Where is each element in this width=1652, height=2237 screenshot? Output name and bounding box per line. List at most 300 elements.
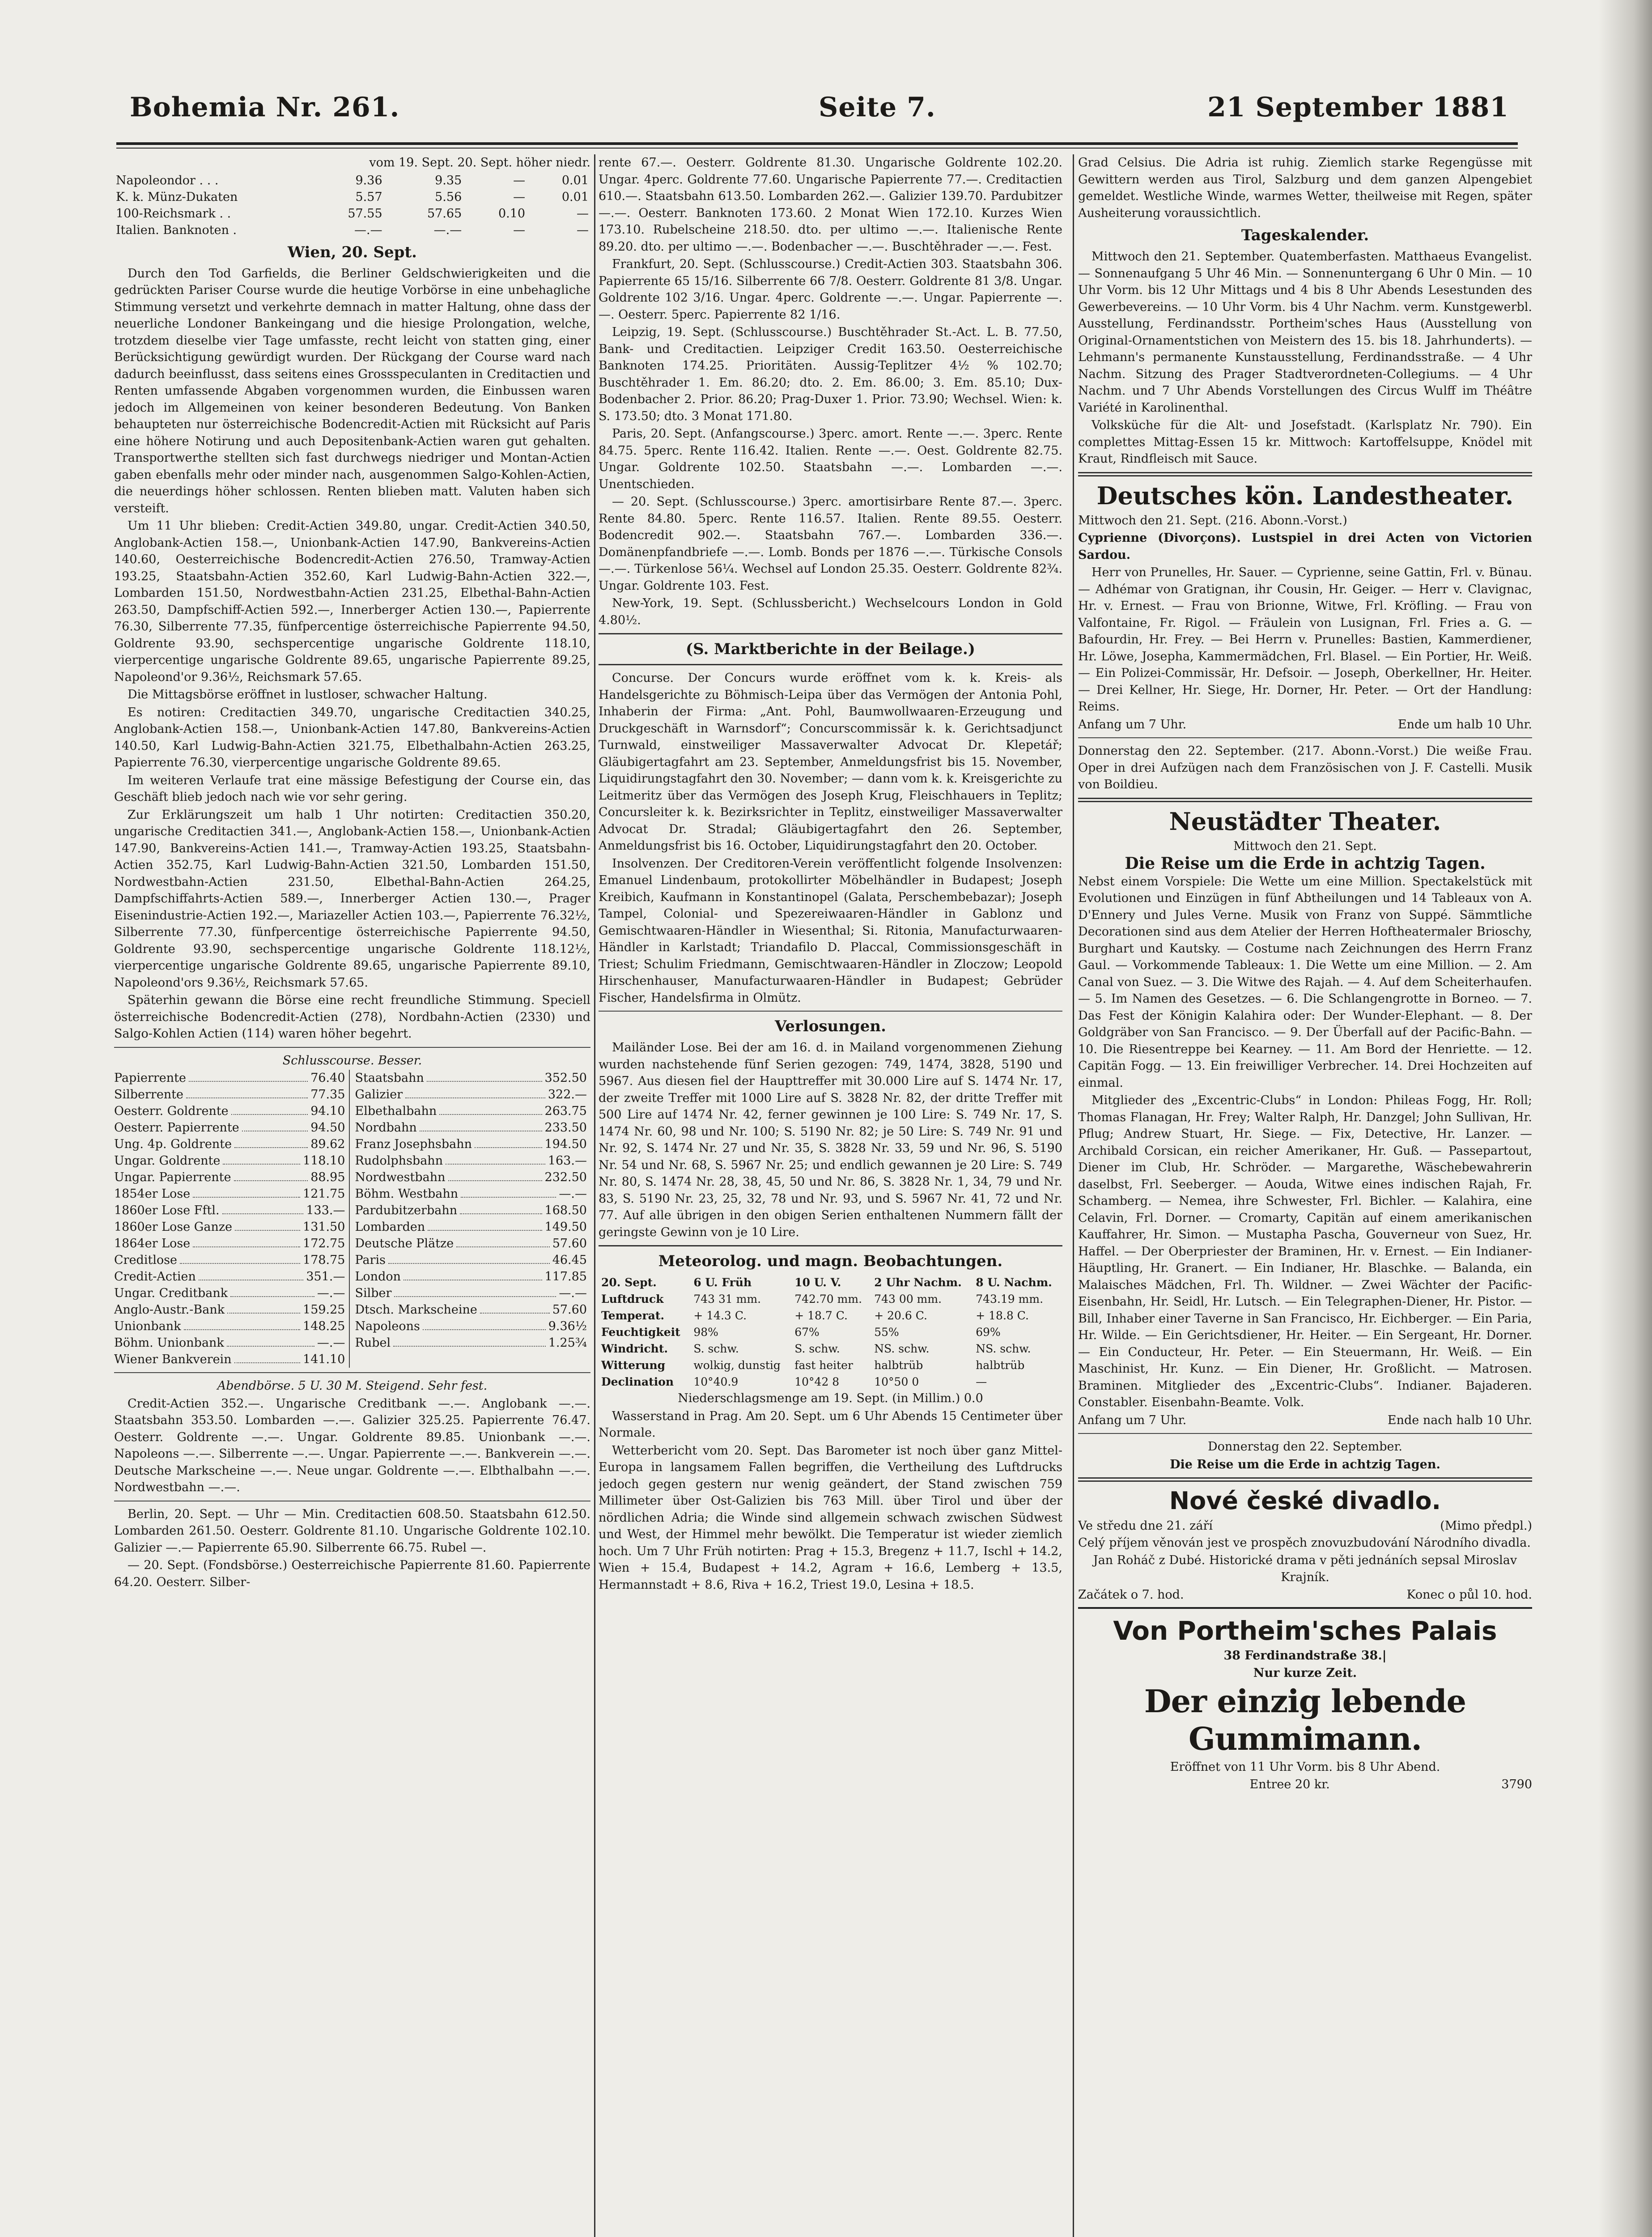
leader-dots [227, 1335, 314, 1347]
rate-value: 57.55 [348, 206, 382, 221]
next-play-title: Die Reise um die Erde in achtzig Tagen. [1170, 1457, 1440, 1471]
schluss-label: Papierrente [114, 1071, 186, 1085]
schluss-value: 131.50 [303, 1220, 345, 1234]
schluss-row [114, 1202, 345, 1219]
schluss-value: 89.62 [310, 1137, 345, 1151]
schluss-value: 141.10 [303, 1352, 345, 1366]
rate-label: Italien. Banknoten . [116, 223, 237, 237]
schluss-label: Anglo-Austr.-Bank [114, 1303, 225, 1317]
paragraph: Im weiteren Verlaufe trat eine mässige Befestigung der Course ein, das Geschäft blieb jedoch nach wie vor sehr gering. [114, 773, 590, 804]
schluss-label: Silber [355, 1286, 392, 1300]
schluss-row [355, 1153, 587, 1169]
schluss-label: Creditlose [114, 1253, 178, 1267]
schluss-label: Böhm. Unionbank [114, 1336, 224, 1350]
leader-dots [235, 1219, 300, 1231]
ad-number: 3790 [1501, 1778, 1532, 1791]
meteo-row [599, 1307, 1062, 1324]
schluss-row [355, 1202, 587, 1219]
page-header [130, 87, 1509, 136]
meteo-row [599, 1357, 1062, 1374]
paragraph: Wasserstand in Prag. Am 20. Sept. um 6 Uhr Abends 15 Centimeter über Normale. [599, 1409, 1062, 1440]
meteo-value: 743 00 mm. [874, 1293, 942, 1306]
leader-dots [423, 1318, 546, 1330]
schlusscourse-left [114, 1070, 350, 1368]
rate-value: — [513, 173, 526, 187]
rate-value: — [577, 223, 589, 237]
paragraph: — 20. Sept. (Fondsbörse.) Oesterreichische Papierrente 81.60. Papierrente 64.20. Oesterr. Silber- [114, 1558, 590, 1589]
schluss-label: Ungar. Goldrente [114, 1154, 221, 1168]
meteo-value: + 20.6 C. [874, 1309, 927, 1322]
schluss-value: —.— [317, 1286, 345, 1300]
leader-dots [223, 1153, 300, 1165]
schluss-value: 117.85 [544, 1270, 587, 1284]
meteo-value: + 18.8 C. [976, 1309, 1029, 1322]
leader-dots [231, 1103, 308, 1115]
leader-dots [460, 1202, 542, 1214]
schluss-heading: Schlusscourse. Besser. [282, 1053, 422, 1067]
divider [1078, 798, 1532, 802]
cast-list: Mitglieder des „Excentric-Clubs“ in London: Phileas Fogg, Hr. Roll; Thomas Flanagan, Hr. Frey; Walter Ralph, Hr. Danzgel; John Sullivan, Hr. Pflug; Andrew Stuart, Hr. Siege. — Fix, Detective, Hr. Lanzer. — Archibald Corsican, ein reicher Amerikaner, Hr. Guß. — Passepartout, Diener im Club, Hr. Schröder. — Margarethe, Wäschebewahrerin daselbst, Frl. Seeberger. — Aouda, Witwe eines indischen Rajah, Fr. Schamberg. — Nemea, ihre Schwester, Frl. Bichler. — Kalahira, eine Celavin, Frl. Dorner. — Cromarty, Capitän auf einem amerikanischen Kauffahrer, Hr. Simon. — Mustapha Pascha, Gouverneur von Suez, Hr. Haffel. — Der Oberpriester der Braminen, Hr. v. Ernest. — Ein Indianer-Häuptling, Hr. Granert. — Ein Indianer, Hr. Blaschke. — Balanda, ein Malaisches Mädchen, Frl. Th. Wildner. — Zwei Wächter der Pacific-Eisenbahn, Hr. Seidl, Hr. Lutsch. — Ein Telegraphen-Diener, Hr. Pistor. — Bill, Inhaber einer Taverne in San Francisco, Hr. Eichberger. — Ein Paria, Hr. Wilde. — Ein Gerichtsdiener, Hr. Heiter. — Ein Sergeant, Hr. Dorner. — Ein Conducteur, Hr. Peter. — Ein Steuermann, Hr. Weiß. — Ein Maschinist, Hr. Kunz. — Ein Diener, Hr. Großlicht. — Matrosen. Braminen. Mitglieder des „Excentric-Clubs“. Indianer. Bajaderen. Constabler. Eisenbahn-Beamte. Volk. [1078, 1093, 1532, 1409]
column-finance-vienna [114, 154, 590, 2237]
play-title: Die Reise um die Erde in achtzig Tagen. [1125, 854, 1486, 873]
opening-hours: Eröffnet von 11 Uhr Vorm. bis 8 Uhr Abend. [1170, 1760, 1440, 1774]
meteo-value: 10°42 8 [794, 1375, 840, 1388]
meteo-value: 69% [976, 1326, 1001, 1339]
czech-subscription: (Mimo předpl.) [1440, 1519, 1532, 1533]
schluss-label: Oesterr. Goldrente [114, 1104, 229, 1118]
rate-value: 5.56 [435, 190, 462, 204]
next-performance-date: Donnerstag den 22. September. [1208, 1440, 1402, 1454]
paragraph: rente 67.—. Oesterr. Goldrente 81.30. Ungarische Goldrente 102.20. Ungar. 4perc. Goldrente 77.60. Ungarische Papierrente 77.—. Creditactien 610.—. Staatsbahn 613.50. Lombarden 262.—. Galizier 139.70. Pardubitzer —.—. Oesterr. Banknoten 173.60. 2 Monat Wien 172.10. Kurzes Wien 173.10. Rubelscheine 218.50. dto. per ultimo —.—. Italienische Rente 89.20. dto. per ultimo —.—. Bodenbacher —.—. Buschtěhrader —.—. Fest. [599, 156, 1062, 254]
header-paper-title: Bohemia Nr. 261. [130, 92, 400, 123]
schluss-row [114, 1252, 345, 1268]
leader-dots [186, 1086, 308, 1098]
leader-dots [184, 1318, 300, 1330]
leader-dots [242, 1119, 308, 1131]
leader-dots [393, 1335, 546, 1347]
leader-dots [394, 1285, 556, 1297]
paragraph: Volksküche für die Alt- und Josefstadt. (Karlsplatz Nr. 790). Ein complettes Mittag-Essen 15 kr. Mittwoch: Kartoffelsuppe, Knödel mit Kraut, Rindfleisch mit Sauce. [1078, 418, 1532, 466]
schluss-value: 263.75 [544, 1104, 587, 1118]
meteo-value: 10°40.9 [693, 1375, 739, 1388]
schluss-row [355, 1285, 587, 1301]
meteo-label: Temperat. [601, 1309, 665, 1322]
start-end-times [1078, 1586, 1532, 1603]
meteo-label: Feuchtigkeit [601, 1326, 680, 1339]
schluss-row [114, 1335, 345, 1351]
meteo-column-header: 10 U. V. [794, 1276, 841, 1289]
schluss-row [114, 1301, 345, 1318]
column-markets [599, 154, 1062, 2237]
column-rule [1073, 154, 1074, 2237]
schluss-label: Ung. 4p. Goldrente [114, 1137, 232, 1151]
schluss-row [355, 1318, 587, 1335]
schluss-row [355, 1268, 587, 1285]
schluss-value: 352.50 [544, 1071, 587, 1085]
rate-value: 9.35 [435, 173, 462, 187]
paragraph: — 20. Sept. (Schlusscourse.) 3perc. amortisirbare Rente 87.—. 3perc. Rente 84.80. 5perc. Rente 116.57. Italien. Rente 89.55. Oesterr. Bodencredit 902.—. Staatsbahn 767.—. Lombarden 336.—. Domänenpfandbriefe —.—. Lomb. Bonds per 1876 —.—. Türkische Consols —.—. Türkenlose 56¼. Wechsel auf London 25.35. Oesterr. Goldrente 82¾. Ungar. Goldrente 103. Fest. [599, 495, 1062, 593]
schluss-value: —.— [317, 1336, 345, 1350]
schluss-label: London [355, 1270, 401, 1284]
paragraph: New-York, 19. Sept. (Schlussbericht.) Wechselcours London in Gold 4.80½. [599, 596, 1062, 627]
leader-dots [193, 1186, 300, 1198]
rate-value: 57.65 [427, 206, 462, 221]
cast-list: Herr von Prunelles, Hr. Sauer. — Cyprienne, seine Gattin, Frl. v. Bünau. — Adhémar von Gratignan, ihr Cousin, Hr. Geiger. — Herr v. Clavignac, Hr. v. Ernest. — Frau von Brionne, Witwe, Frl. Kröfling. — Frau von Valfontaine, Fr. Rigol. — Fräulein von Lusignan, Frl. Fries a. G. — Bafourdin, Hr. Frey. — Bei Herrn v. Prunelles: Bastien, Kammerdiener, Hr. Löwe, Josepha, Kammermädchen, Frl. Blasel. — Ein Portier, Hr. Weiß. — Ein Polizei-Commissär, Hr. Defsoir. — Joseph, Oberkellner, Hr. Heiter. — Drei Kellner, Hr. Siege, Hr. Dorner, Hr. Peter. — Ort der Handlung: Reims. [1078, 566, 1532, 714]
divider [599, 1245, 1062, 1246]
schluss-value: 163.— [548, 1154, 587, 1168]
schluss-label: Staatsbahn [355, 1071, 424, 1085]
leader-dots [439, 1103, 542, 1115]
meteo-column-header: 6 U. Früh [693, 1276, 752, 1289]
rubber-man-title: Der einzig lebende Gummimann. [1144, 1682, 1466, 1757]
meteo-value: 743.19 mm. [976, 1293, 1044, 1306]
schluss-value: 57.60 [552, 1237, 587, 1250]
rate-value: 9.36 [355, 173, 382, 187]
schluss-row [355, 1335, 587, 1351]
rate-value: 0.01 [561, 173, 589, 187]
paragraph: Paris, 20. Sept. (Anfangscourse.) 3perc. amort. Rente —.—. 3perc. Rente 84.75. 5perc. Rente 116.42. Italien. Rente —.—. Oest. Goldrente 82.75. Ungar. Goldrente 102.50. Staatsbahn —.—. Lombarden —.—. Unentschieden. [599, 427, 1062, 491]
schluss-label: Rudolphsbahn [355, 1154, 443, 1168]
paragraph: Die Mittagsbörse eröffnet in lustloser, schwacher Haltung. [127, 688, 488, 702]
paragraph: Concurse. Der Concurs wurde eröffnet vom k. k. Kreis- als Handelsgerichte zu Böhmisch-Leipa über das Vermögen der Antonia Pohl, Inhaberin der Firma: „Ant. Pohl, Baumwollwaaren-Erzeugung und Druckgeschäft in Warnsdorf“; Concurscommissär k. k. Gerichtsadjunct Turnwald, einstweiliger Massaverwalter Advocat Dr. Klepetář; Gläubigertagfahrt am 23. September, Anmeldungsfrist bis 15. November, Liquidirungstagfahrt den 30. November; — dann vom k. k. Kreisgerichte zu Leitmeritz über das Vermögen des Joseph Krug, Fleischhauers in Teplitz; Concursleiter k. k. Bezirksrichter in Teplitz, einstweiliger Massaverwalter Advocat Dr. Stradal; Gläubigertagfahrt den 26. September, Anmeldungsfrist bis 16. October, Liquidirungstagfahrt den 20. October. [599, 671, 1062, 853]
rates-table [114, 172, 590, 238]
schluss-value: 88.95 [310, 1170, 345, 1184]
schluss-row [114, 1070, 345, 1086]
schluss-row [114, 1285, 345, 1301]
schluss-label: Franz Josephsbahn [355, 1137, 472, 1151]
palais-address: 38 Ferdinandstraße 38.| [1223, 1648, 1387, 1663]
paragraph: Nebst einem Vorspiele: Die Wette um eine Million. Spectakelstück mit Evolutionen und Einzügen in fünf Abtheilungen und 14 Tableaux von A. D'Ennery und Jules Verne. Musik von Franz von Suppé. Sämmtliche Decorationen sind aus dem Atelier der Herren Hoftheatermaler Brioschy, Burghart und Kautsky. — Costume nach Zeichnungen des Herrn Franz Gaul. — Vorkommende Tableaux: 1. Die Wette um eine Million. — 2. Am Canal von Suez. — 3. Die Witwe des Rajah. — 4. Auf dem Scheiterhaufen. — 5. Im Namen des Gesetzes. — 6. Die Schlangengrotte in Borneo. — 7. Das Fest der Königin Kalahira oder: Der Wunder-Elephant. — 8. Der Goldgräber von San Francisco. — 9. Der Überfall auf der Pacific-Bahn. — 10. Die Riesentreppe bei Kearney. — 11. Am Bord der Henriette. — 12. Capitän Fogg. — 13. Ein freiwilliger Verbrecher. 14. Drei Hochzeiten auf einmal. [1078, 874, 1532, 1090]
meteo-value: S. schw. [794, 1342, 840, 1355]
schluss-row [114, 1153, 345, 1169]
header-rule [116, 142, 1518, 149]
meteo-column-header: 8 U. Nachm. [976, 1276, 1052, 1289]
leader-dots [234, 1169, 308, 1181]
schluss-row [114, 1086, 345, 1103]
paragraph: Mailänder Lose. Bei der am 16. d. in Mailand vorgenommenen Ziehung wurden nachstehende fünf Serien gezogen: 749, 1474, 3828, 5190 und 5967. Aus diesen fiel der Haupttreffer mit 30.000 Lire auf S. 1474 Nr. 17, der zweite Treffer mit 1000 Lire auf S. 3828 Nr. 82, der dritte Treffer mit 500 Lire auf 1474 Nr. 42, ferner gewinnen je 100 Lire: S. 749 Nr. 17, S. 1474 Nr. 60, 98 und Nr. 100; S. 5190 Nr. 82; je 50 Lire: S. 749 Nr. 91 und Nr. 92, S. 1474 Nr. 27 und Nr. 35, S. 3828 Nr. 33, 59 und Nr. 96, S. 5190 Nr. 54 und Nr. 68, S. 5967 Nr. 25; und endlich gewannen je 20 Lire: S. 749 Nr. 80, S. 1474 Nr. 28, 38, 45, 50 und Nr. 86, S. 3828 Nr. 1, 34, 79 und Nr. 83, S. 5190 Nr. 23, 25, 32, 78 und Nr. 93, und S. 5967 Nr. 41, 72 und Nr. 77. Auf alle übrigen in den obigen Serien enthaltenen Nummern fällt der geringste Gewinn von je 10 Lire. [599, 1041, 1062, 1239]
meteo-row [599, 1291, 1062, 1307]
schluss-row [114, 1169, 345, 1186]
divider [114, 1047, 590, 1048]
schluss-label: Rubel [355, 1336, 391, 1350]
meteo-heading: Meteorolog. und magn. Beobachtungen. [658, 1252, 1003, 1270]
leader-dots [405, 1086, 545, 1098]
schluss-value: 133.— [306, 1204, 345, 1217]
verlosungen-heading: Verlosungen. [775, 1017, 886, 1035]
rate-value: — [513, 223, 526, 237]
schluss-value: 148.25 [303, 1319, 345, 1333]
meteo-row [599, 1374, 1062, 1390]
schluss-label: 1860er Lose Ganze [114, 1220, 233, 1234]
schluss-label: 1864er Lose [114, 1237, 191, 1250]
schluss-value: 94.50 [310, 1121, 345, 1135]
paragraph: Berlin, 20. Sept. — Uhr — Min. Creditactien 608.50. Staatsbahn 612.50. Lombarden 261.50. Oesterr. Goldrente 81.10. Ungarische Goldrente 102.10. Galizier —.— Papierrente 65.90. Silberrente 66.75. Rubel —. [114, 1507, 590, 1555]
leader-dots [388, 1252, 550, 1264]
rates-row [114, 205, 590, 222]
schlusscourse-table [114, 1070, 590, 1368]
paragraph: Durch den Tod Garfields, die Berliner Geldschwierigkeiten und die gedrückten Pariser Course wurde die heutige Vorbörse in eine unbehagliche Stimmung versetzt und verkehrte demnach in matter Haltung, ohne dass der neuerliche Londoner Bankeingang und die hiesige Prolongation, welche, trotzdem dieselbe vier Tage umfasste, recht leicht von statten ging, einer Berücksichtigung gewürdigt wurden. Der Rückgang der Course ward nach dadurch beeinflusst, dass seitens eines Grossspeculanten in Creditactien und Renten umfassende Abgaben vorgenommen wurden, die Einbussen waren jedoch im Allgemeinen von keiner besonderen Bedeutung. Von Banken behaupteten nur österreichische Bodencredit-Actien mit Rücksicht auf Paris eine höhere Notirung und auch Depositenbank-Actien waren gut gehalten. Transportwerthe stellten sich fast durchwegs niedriger und Montan-Actien gaben ebenfalls mehr oder minder nach, ausgenommen Salgo-Kohlen-Actien, die neuerdings höher schlossen. Renten blieben matt. Valuten haben sich versteift. [114, 266, 590, 515]
leader-dots [427, 1070, 542, 1082]
schluss-value: 1.25¾ [548, 1336, 587, 1350]
paragraph: Celý příjem věnován jest ve prospěch znovuzbudování Národního divadla. [1078, 1535, 1531, 1550]
leader-dots [456, 1235, 549, 1247]
schluss-row [355, 1235, 587, 1252]
czech-date-row [1078, 1518, 1532, 1535]
column-theatre [1078, 154, 1532, 2237]
start-end-times [1078, 1412, 1532, 1429]
column-rule [594, 154, 595, 2237]
schluss-value: 172.75 [303, 1237, 345, 1250]
divider [599, 1011, 1062, 1012]
start-time: Anfang um 7 Uhr. [1078, 717, 1187, 731]
neustaedter-heading: Neustädter Theater. [1169, 807, 1441, 836]
schluss-value: 9.36½ [548, 1319, 587, 1333]
paragraph: Zur Erklärungszeit um halb 1 Uhr notirten: Creditactien 350.20, ungarische Creditactien 341.—, Anglobank-Actien 158.—, Unionbank-Actien 147.90, Bankvereins-Actien 141.—, Tramway-Actien 193.25, Staatsbahn-Actien 352.75, Karl Ludwig-Bahn-Actien 321.50, Lombarden 151.50, Nordwestbahn-Actien 231.50, Elbethal-Bahn-Actien 264.25, Dampfschiffahrts-Actien 589.—, Innerberger Actien 130.—, Prager Eisenindustrie-Actien 192.—, Mariazeller Actien 103.—, Papierrente 76.32½, Silberrente 77.30, fünfpercentige österreichische Papierrente 94.50, Goldrente 93.90, sechspercentige ungarische Goldrente 118.12½, vierpercentige ungarische Goldrente 89.65, ungarische Papierrente 89.10, Napoleond'ors 9.36½, Reichsmark 57.65. [114, 808, 590, 990]
schluss-row [355, 1103, 587, 1119]
schluss-row [355, 1070, 587, 1086]
schluss-row [114, 1235, 345, 1252]
czech-theatre-heading: Nové české divadlo. [1169, 1487, 1441, 1515]
abendboerse-heading: Abendbörse. 5 U. 30 M. Steigend. Sehr fest. [217, 1379, 488, 1393]
rates-row [114, 222, 590, 238]
leader-dots [180, 1252, 300, 1264]
niederschlag-line: Niederschlagsmenge am 19. Sept. (in Millim.) 0.0 [678, 1391, 983, 1405]
schluss-value: 149.50 [544, 1220, 587, 1234]
meteo-value: 55% [874, 1326, 899, 1339]
schluss-value: 118.10 [303, 1154, 345, 1168]
schluss-row [355, 1301, 587, 1318]
schluss-value: 351.— [306, 1270, 345, 1284]
schluss-label: Silberrente [114, 1088, 184, 1101]
meteo-column-header: 20. Sept. [601, 1276, 657, 1289]
divider [1078, 737, 1532, 738]
schluss-row [114, 1136, 345, 1153]
schluss-row [114, 1268, 345, 1285]
palais-heading: Von Portheim'sches Palais [1113, 1615, 1497, 1646]
schluss-row [114, 1318, 345, 1335]
schluss-label: Lombarden [355, 1220, 425, 1234]
leader-dots [403, 1268, 542, 1280]
meteo-label: Witterung [601, 1359, 666, 1372]
start-time: Anfang um 7 Uhr. [1078, 1413, 1187, 1427]
schluss-row [114, 1219, 345, 1235]
rate-label: Napoleondor . . . [116, 173, 219, 187]
schluss-value: 233.50 [544, 1121, 587, 1135]
meteo-value: 67% [794, 1326, 820, 1339]
meteo-value: 743 31 mm. [693, 1293, 761, 1306]
leader-dots [428, 1219, 542, 1231]
schluss-label: Galizier [355, 1088, 403, 1101]
schluss-row [114, 1186, 345, 1202]
meteo-value: S. schw. [693, 1342, 739, 1355]
schluss-label: Credit-Actien [114, 1270, 196, 1284]
schluss-label: Nordwestbahn [355, 1170, 446, 1184]
rate-value: 5.57 [355, 190, 382, 204]
schluss-value: 77.35 [310, 1088, 345, 1101]
meteo-value: 742.70 mm. [794, 1293, 862, 1306]
schluss-label: Paris [355, 1253, 386, 1267]
entree-price: Entree 20 kr. [1249, 1778, 1330, 1791]
schluss-value: 322.— [548, 1088, 587, 1101]
rate-label: K. k. Münz-Dukaten [116, 190, 238, 204]
schluss-value: 94.10 [310, 1104, 345, 1118]
schluss-label: Nordbahn [355, 1121, 417, 1135]
meteo-column-header: 2 Uhr Nachm. [874, 1276, 962, 1289]
meteo-value: 10°50 0 [874, 1375, 919, 1388]
czech-date: Ve středu dne 21. září [1078, 1519, 1213, 1533]
schluss-label: Böhm. Westbahn [355, 1187, 459, 1201]
next-performance: Donnerstag den 22. September. (217. Abonn.-Vorst.) Die weiße Frau. Oper in drei Aufzügen nach dem Französischen von J. F. Castelli. Musik von Boildieu. [1078, 744, 1532, 791]
schluss-row [114, 1351, 345, 1368]
leader-dots [448, 1169, 542, 1181]
schluss-label: Oesterr. Papierrente [114, 1121, 239, 1135]
paragraph: Insolvenzen. Der Creditoren-Verein veröffentlicht folgende Insolvenzen: Emanuel Lindenbaum, protokollirter Möbelhändler in Budapest; Joseph Kreibich, Kaufmann in Konstantinopel (Galata, Perschembebazar); Joseph Tampel, Colonial- und Spezereiwaaren-Händler in Gablonz und Gemischtwaaren-Händler in Wiesenthal; Si. Ritonia, Manufacturwaaren-Händler in Karlstadt; Triandafilo D. Placcal, Commissionsgeschäft in Triest; Schulim Friedmann, Gemischtwaaren-Händler in Zloczow; Leopold Hirschenhauser, Manufacturwaaren-Händler in Budapest; Gebrüder Fischer, Handelsfirma in Olmütz. [599, 856, 1062, 1005]
meteo-value: NS. schw. [874, 1342, 930, 1355]
paragraph: Mittwoch den 21. September. Quatemberfasten. Matthaeus Evangelist. — Sonnenaufgang 5 Uhr 46 Min. — Sonnenuntergang 6 Uhr 0 Min. — 10 Uhr Vorm. bis 12 Uhr Mittags und 4 bis 8 Uhr Abends Lesestunden des Gewerbevereins. — 10 Uhr Vorm. bis 4 Uhr Nachm. verm. Kunstgewerbl. Ausstellung, Ferdinandsstr. Portheim'sches Haus (Ausstellung von Original-Ornamentstichen von Meistern des 15. bis 18. Jahrhunderts). — Lehmann's permanente Kunstausstellung, Ferdinandsstraße. — 4 Uhr Nachm. Sitzung des Prager Stadtverordneten-Collegiums. — 4 Uhr Nachm. und 7 Uhr Abends Vorstellungen des Circus Wulff im Théâtre Variété in Karolinenthal. [1078, 250, 1532, 415]
meteo-value: + 14.3 C. [693, 1309, 747, 1322]
leader-dots [420, 1119, 542, 1131]
schluss-label: Unionbank [114, 1319, 181, 1333]
schluss-value: 76.40 [310, 1071, 345, 1085]
schluss-value: —.— [559, 1286, 587, 1300]
start-end-times [1078, 716, 1532, 733]
schluss-label: Wiener Bankverein [114, 1352, 232, 1366]
leader-dots [234, 1136, 308, 1148]
schluss-row [355, 1219, 587, 1235]
paragraph: Credit-Actien 352.—. Ungarische Creditbank —.—. Anglobank —.—. Staatsbahn 353.50. Lombarden —.—. Galizier 325.25. Papierrente 76.47. Oesterr. Goldrente —.—. Ungar. Goldrente 89.85. Unionbank —.—. Napoleons —.—. Silberrente —.—. Ungar. Papierrente —.—. Bankverein —.—. Deutsche Markscheine —.—. Neue ungar. Goldrente —.—. Elbthalbahn —.—. Nordwestbahn —.—. [114, 1396, 590, 1494]
leader-dots [193, 1235, 300, 1247]
rate-value: — [577, 206, 589, 221]
meteo-value: 98% [693, 1326, 718, 1339]
meteo-value: wolkig, dunstig [693, 1359, 781, 1372]
meteo-row [599, 1324, 1062, 1340]
schluss-label: 1854er Lose [114, 1187, 191, 1201]
paragraph: Leipzig, 19. Sept. (Schlusscourse.) Buschtěhrader St.-Act. L. B. 77.50, Bank- und Creditactien. Leipziger Credit 163.50. Oesterreichische Banknoten 174.25. Prioritäten. Aussig-Teplitzer 4½ % 102.70; Buschtěhrader 1. Em. 86.20; dto. 2. Em. 86.00; 3. Em. 85.10; Dux-Bodenbacher 2. Prior. 86.20; Prag-Duxer 1. Prior. 73.90; Wechsel. Wien: k. S. 173.50; dto. 3 Monat 171.80. [599, 325, 1062, 423]
schluss-value: 168.50 [544, 1204, 587, 1217]
rate-value: —.— [354, 223, 382, 237]
schluss-value: 159.25 [303, 1303, 345, 1317]
rates-heading: vom 19. Sept. 20. Sept. höher niedr. [369, 156, 590, 170]
end-time: Konec o půl 10. hod. [1406, 1588, 1532, 1602]
leader-dots [446, 1153, 545, 1165]
schluss-row [355, 1119, 587, 1136]
schluss-row [355, 1136, 587, 1153]
schluss-value: —.— [559, 1187, 587, 1201]
leader-dots [189, 1070, 308, 1082]
meteo-row [599, 1340, 1062, 1357]
meteo-value: NS. schw. [976, 1342, 1031, 1355]
czech-play: Jan Roháč z Dubé. Historické drama v pěti jednáních sepsal Miroslav Krajník. [1093, 1553, 1517, 1584]
play-title: Cyprienne (Divorçons). Lustspiel in drei Acten von Victorien Sardou. [1078, 531, 1532, 562]
landestheater-heading: Deutsches kön. Landestheater. [1096, 481, 1514, 510]
schluss-label: Ungar. Creditbank [114, 1286, 228, 1300]
rate-value: — [513, 190, 526, 204]
rates-row [114, 172, 590, 189]
divider [1078, 472, 1532, 476]
paragraph: Frankfurt, 20. Sept. (Schlusscourse.) Credit-Actien 303. Staatsbahn 306. Papierrente 65 15/16. Silberrente 66 7/8. Oesterr. Goldrente 81 3/8. Ungar. Goldrente 102 3/16. Ungar. 4perc. Goldrente —.—. Ungar. Papierrente —.—. Oesterr. 5perc. Papierrente 82 1/16. [599, 257, 1062, 322]
paragraph: Um 11 Uhr blieben: Credit-Actien 349.80, ungar. Credit-Actien 340.50, Anglobank-Actien 158.—, Unionbank-Actien 147.90, Bankvereins-Actien 140.60, Oesterreichische Bodencredit-Actien 276.50, Tramway-Actien 193.25, Staatsbahn-Actien 352.60, Karl Ludwig-Bahn-Actien 322.—, Lombarden 151.50, Nordwestbahn-Actien 231.25, Elbethal-Bahn-Actien 263.50, Dampfschiff-Actien 592.—, Innerberger Actien 130.—, Papierrente 76.30, Silberrente 77.35, fünfpercentige österreichische Papierrente 94.50, Goldrente 93.90, sechspercentige ungarische Goldrente 118.10, vierpercentige ungarische Goldrente 89.65, ungarische Papierrente 89.25, Napoleond'or 9.36½, Reichsmark 57.65. [114, 519, 590, 684]
schluss-label: Dtsch. Markscheine [355, 1303, 477, 1317]
leader-dots [461, 1186, 556, 1198]
schluss-row [114, 1119, 345, 1136]
meteo-label: Declination [601, 1375, 674, 1388]
performance-date: Mittwoch den 21. Sept. [1233, 839, 1377, 853]
leader-dots [480, 1301, 550, 1314]
schluss-value: 232.50 [544, 1170, 587, 1184]
meteo-label: Luftdruck [601, 1293, 664, 1306]
rate-value: —.— [433, 223, 462, 237]
schluss-row [355, 1186, 587, 1202]
schluss-row [355, 1169, 587, 1186]
schluss-value: 178.75 [303, 1253, 345, 1267]
schluss-value: 194.50 [544, 1137, 587, 1151]
divider [1078, 1477, 1532, 1482]
rate-label: 100-Reichsmark . . [116, 206, 231, 221]
paragraph: Späterhin gewann die Börse eine recht freundliche Stimmung. Speciell österreichische Bodencredit-Actien (278), Nordbahn-Actien (2330) und Salgo-Kohlen Actien (114) waren höher begehrt. [114, 993, 590, 1041]
meteo-value: fast heiter [794, 1359, 853, 1372]
header-date: 21 September 1881 [1207, 92, 1509, 123]
rate-value: 0.01 [561, 190, 589, 204]
schluss-label: Pardubitzerbahn [355, 1204, 458, 1217]
end-time: Ende nach halb 10 Uhr. [1387, 1413, 1532, 1427]
performance-date: Mittwoch den 21. Sept. (216. Abonn.-Vorst.) [1078, 513, 1347, 527]
leader-dots [234, 1351, 300, 1363]
meteo-value: halbtrüb [874, 1359, 923, 1372]
meteo-table [599, 1274, 1062, 1390]
tageskalender-heading: Tageskalender. [1241, 226, 1369, 244]
divider [114, 1372, 590, 1373]
leader-dots [222, 1202, 304, 1214]
paragraph: Wetterbericht vom 20. Sept. Das Barometer ist noch über ganz Mittel-Europa in langsamem Fallen begriffen, die Vertheilung des Luftdrucks jedoch gegen gestern nur wenig geändert, der Stand zwischen 759 Millimeter über Ost-Galizien bis 763 Mill. über Tirol und über der nördlichen Adria; die Winde sind allgemein schwach zwischen Südwest und West, der Himmel mehr bewölkt. Die Temperatur ist wieder ziemlich hoch. Um 7 Uhr Früh notirten: Prag + 15.3, Bregenz + 11.7, Ischl + 14.2, Wien + 15.4, Budapest + 14.2, Agram + 16.6, Lemberg + 13.5, Hermannstadt + 8.6, Riva + 16.2, Triest 19.0, Lesina + 18.5. [599, 1443, 1062, 1592]
entree-row [1078, 1776, 1532, 1793]
schluss-row [114, 1103, 345, 1119]
advertisement [1078, 1607, 1532, 1793]
rate-value: 0.10 [498, 206, 526, 221]
leader-dots [199, 1268, 303, 1280]
marktberichte-note: (S. Marktberichte in der Beilage.) [686, 640, 975, 658]
leader-dots [227, 1301, 300, 1314]
meteo-label: Windricht. [601, 1342, 668, 1355]
divider [599, 633, 1062, 634]
meteo-value: + 18.7 C. [794, 1309, 848, 1322]
schluss-label: Napoleons [355, 1319, 420, 1333]
schluss-label: Elbethalbahn [355, 1104, 437, 1118]
wien-heading: Wien, 20. Sept. [287, 243, 417, 261]
end-time: Ende um halb 10 Uhr. [1397, 717, 1532, 731]
schluss-row [355, 1252, 587, 1268]
schluss-value: 121.75 [303, 1187, 345, 1201]
palais-note: Nur kurze Zeit. [1253, 1666, 1357, 1680]
schluss-label: Ungar. Papierrente [114, 1170, 231, 1184]
start-time: Začátek o 7. hod. [1078, 1588, 1184, 1602]
schluss-label: 1860er Lose Fftl. [114, 1204, 220, 1217]
meteo-value: halbtrüb [976, 1359, 1025, 1372]
paragraph: Es notiren: Creditactien 349.70, ungarische Creditactien 340.25, Anglobank-Actien 158.—, Unionbank-Actien 147.80, Bankvereins-Actien 140.50, Karl Ludwig-Bahn-Actien 321.75, Elbethalbahn-Actien 263.25, Papierrente 76.30, vierpercentige ungarische Goldrente 89.65. [114, 705, 590, 770]
schluss-label: Deutsche Plätze [355, 1237, 454, 1250]
schluss-value: 57.60 [552, 1303, 587, 1317]
rates-row [114, 189, 590, 205]
leader-dots [230, 1285, 314, 1297]
meteo-value: — [976, 1375, 987, 1388]
paragraph: Grad Celsius. Die Adria ist ruhig. Ziemlich starke Regengüsse mit Gewittern werden aus Tirol, Salzburg und dem ganzen Alpengebiet gemeldet. Westliche Winde, warmes Wetter, theilweise mit Regen, später Ausheiterung voraussichtlich. [1078, 156, 1532, 220]
header-page-number: Seite 7. [819, 92, 936, 123]
leader-dots [475, 1136, 542, 1148]
divider [599, 664, 1062, 665]
schlusscourse-right [355, 1070, 591, 1368]
schluss-row [355, 1086, 587, 1103]
schluss-value: 46.45 [552, 1253, 587, 1267]
divider [1078, 1433, 1532, 1434]
